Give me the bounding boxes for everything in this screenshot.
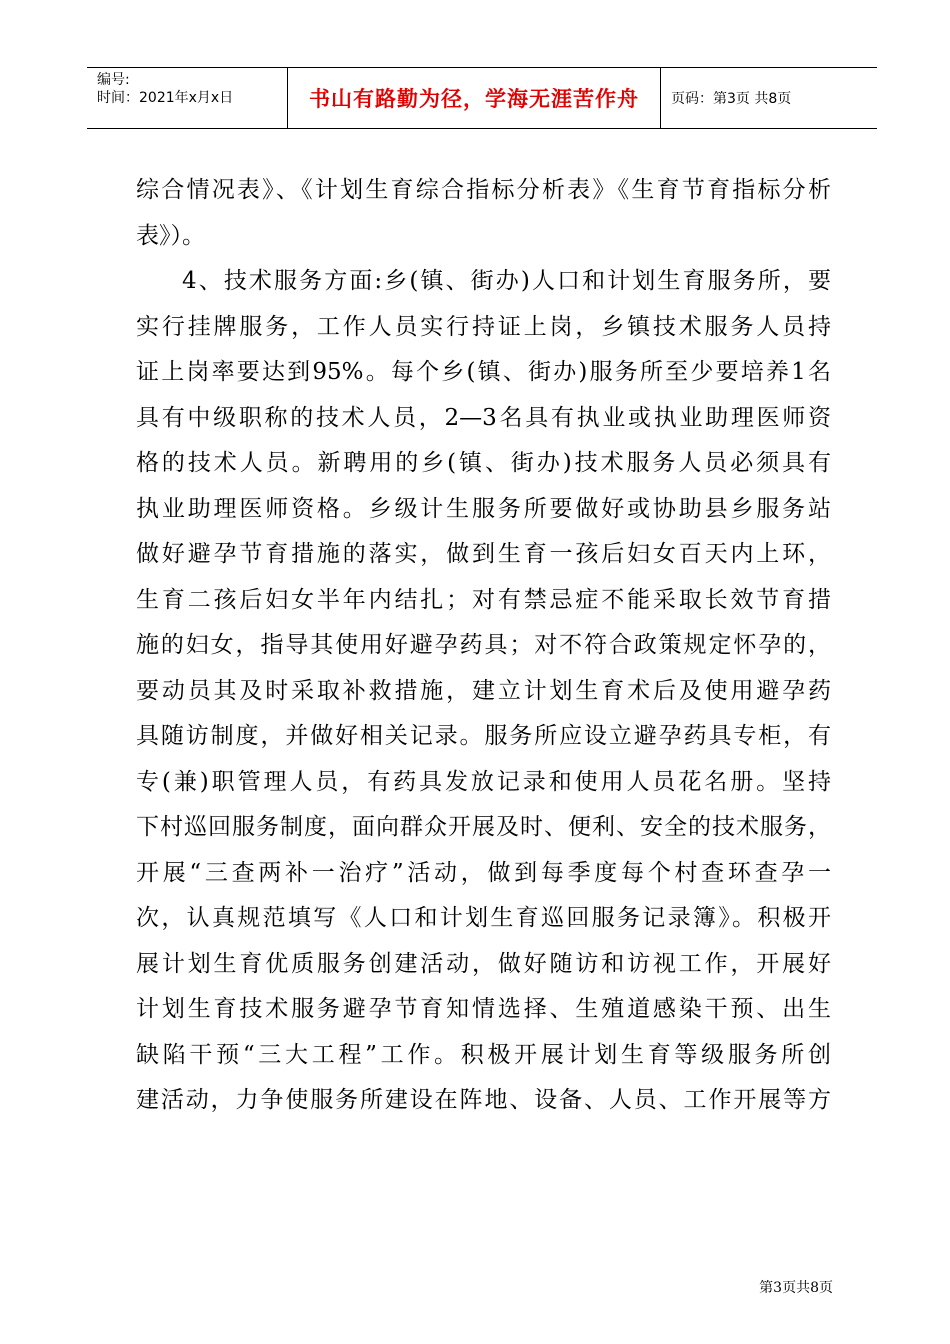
body-line: 综合情况表》、《计划生育综合指标分析表》《生育节育指标分析: [136, 177, 831, 203]
body-line: 具随访制度，并做好相关记录。服务所应设立避孕药具专柜，有: [136, 723, 831, 749]
header-page-info: 页码：第3页 共8页: [671, 91, 792, 107]
body-line: 展计划生育优质服务创建活动，做好随访和访视工作，开展好: [136, 950, 831, 977]
body-line: 生育二孩后妇女半年内结扎；对有禁忌症不能采取长效节育措: [136, 586, 831, 613]
body-line: 4、技术服务方面:乡(镇、街办)人口和计划生育服务所，要: [182, 268, 831, 294]
body-line: 施的妇女，指导其使用好避孕药具；对不符合政策规定怀孕的，: [136, 632, 831, 658]
body-line: 具有中级职称的技术人员，2—3名具有执业或执业助理医师资: [136, 404, 831, 431]
body-line: 建活动，力争使服务所建设在阵地、设备、人员、工作开展等方: [136, 1087, 831, 1113]
document-header: [87, 67, 877, 129]
document-body: [136, 168, 831, 1124]
body-line: 实行挂牌服务，工作人员实行持证上岗，乡镇技术服务人员持: [136, 313, 831, 340]
body-line: 格的技术人员。新聘用的乡(镇、街办)技术服务人员必须具有: [136, 450, 831, 476]
body-line: 做好避孕节育措施的落实，做到生育一孩后妇女百天内上环，: [136, 541, 831, 567]
body-line: 次，认真规范填写《人口和计划生育巡回服务记录簿》。积极开: [136, 905, 831, 931]
header-motto: 书山有路勤为径，学海无涯苦作舟: [288, 68, 661, 128]
time-label: 时间：2021年x月x日: [97, 90, 234, 106]
body-line: 要动员其及时采取补救措施，建立计划生育术后及使用避孕药: [136, 677, 831, 704]
body-line: 执业助理医师资格。乡级计生服务所要做好或协助县乡服务站: [136, 495, 831, 522]
header-meta-cell: [87, 68, 288, 128]
body-line: 开展“三查两补一治疗”活动，做到每季度每个村查环查孕一: [136, 859, 831, 886]
body-line: 计划生育技术服务避孕节育知情选择、生殖道感染干预、出生: [136, 996, 831, 1022]
body-line: 专(兼)职管理人员，有药具发放记录和使用人员花名册。坚持: [136, 768, 831, 795]
footer-page-info: 第3页共8页: [759, 1280, 833, 1296]
body-line: 缺陷干预“三大工程”工作。积极开展计划生育等级服务所创: [136, 1041, 831, 1068]
body-line: 表》）。: [136, 222, 205, 249]
body-line: 下村巡回服务制度，面向群众开展及时、便利、安全的技术服务，: [136, 814, 831, 840]
number-label: 编号:: [97, 72, 130, 88]
body-line: 证上岗率要达到95%。每个乡(镇、街办)服务所至少要培养1名: [136, 359, 831, 385]
